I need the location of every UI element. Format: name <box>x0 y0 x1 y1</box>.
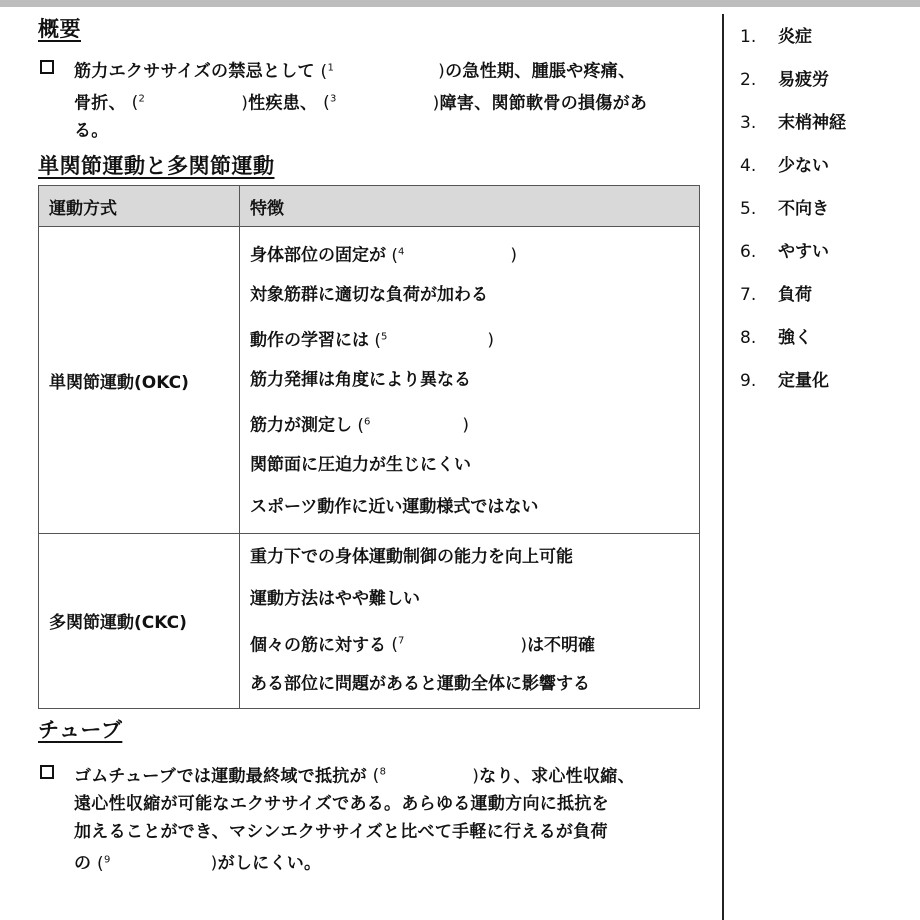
answer-item <box>740 65 910 108</box>
blank-number: 4 <box>398 246 405 258</box>
answer-item <box>740 323 910 366</box>
answer-list <box>740 22 910 409</box>
column-divider <box>722 14 724 920</box>
text: 身体部位の固定が <box>250 245 386 266</box>
answer-text: 炎症 <box>778 27 812 47</box>
feature-line: 関節面に圧迫力が生じにくい <box>250 454 471 475</box>
answer-text: 易疲労 <box>778 70 829 90</box>
answer-item <box>740 366 910 409</box>
text: 動作の学習には <box>250 330 369 351</box>
answer-number: 8. <box>740 328 757 348</box>
answer-number: 2. <box>740 70 757 90</box>
text: 障害、関節軟骨の損傷があ <box>439 93 648 114</box>
text: 性疾患、 <box>248 93 318 114</box>
feature-line: 身体部位の固定が ($^4$ ) <box>250 245 518 266</box>
text: の急性期、腫脹や疼痛、 <box>445 61 636 82</box>
blank-number: 9 <box>103 854 111 866</box>
answer-number: 5. <box>740 199 757 219</box>
text: 筋力エクササイズの禁忌として <box>74 61 315 82</box>
answer-number: 1. <box>740 27 757 47</box>
text: がしにくい。 <box>217 854 322 875</box>
answer-number: 7. <box>740 285 757 305</box>
blank-number: 2 <box>138 93 146 105</box>
feature-line: 重力下での身体運動制御の能力を向上可能 <box>250 546 573 567</box>
blank-number: 3 <box>330 93 337 105</box>
text: 遠心性収縮が可能なエクササイズである。あらゆる運動方向に抵抗を <box>74 794 609 815</box>
answer-text: 少ない <box>778 156 829 176</box>
answer-text: 負荷 <box>778 285 812 305</box>
text: 個々の筋に対する <box>250 635 386 656</box>
feature-line: 個々の筋に対する ($^7$ )は不明確 <box>250 635 596 656</box>
top-border <box>0 0 920 7</box>
blank-number: 5 <box>381 331 388 343</box>
checkbox[interactable] <box>40 765 54 779</box>
heading-tube: チューブ <box>38 717 123 742</box>
table-header-row <box>39 186 700 227</box>
answer-number: 9. <box>740 371 757 391</box>
table-header: 特徴 <box>240 186 700 227</box>
feature-line: 動作の学習には ($^5$ ) <box>250 330 495 351</box>
table-row <box>39 227 700 534</box>
table-header: 運動方式 <box>39 186 240 227</box>
answer-text: やすい <box>778 242 829 262</box>
answer-number: 3. <box>740 113 757 133</box>
blank-number: 6 <box>364 416 371 428</box>
main-content <box>38 14 718 878</box>
feature-line: 筋力発揮は角度により異なる <box>250 369 471 390</box>
checkbox[interactable] <box>40 60 54 74</box>
heading-joint-exercise: 単関節運動と多関節運動 <box>38 154 275 179</box>
feature-line: 対象筋群に適切な負荷が加わる <box>250 284 488 305</box>
heading-overview: 概要 <box>38 17 81 41</box>
answer-item <box>740 237 910 280</box>
okc-features <box>240 227 700 534</box>
text: 加えることができ、マシンエクササイズと比べて手軽に行えるが負荷 <box>74 822 608 843</box>
overview-paragraph: 筋力エクササイズの禁忌として ($^1$ )の急性期、腫脹や疼痛、 骨折、 ($^2$ )性疾患、 ($^3$ )障害、関節軟骨の損傷があ る。 <box>38 54 718 145</box>
text: 筋力が測定し <box>250 415 352 436</box>
text: なり、求心性収縮、 <box>479 766 635 787</box>
feature-line: 運動方法はやや難しい <box>250 589 420 610</box>
answer-text: 不向き <box>778 199 829 219</box>
answer-item <box>740 280 910 323</box>
text: の <box>74 854 92 875</box>
feature-line: ある部位に問題があると運動全体に影響する <box>250 674 590 695</box>
feature-line: スポーツ動作に近い運動様式ではない <box>250 497 539 518</box>
text: る。 <box>74 121 109 142</box>
feature-line: 筋力が測定し ($^6$ ) <box>250 415 470 436</box>
answer-item <box>740 194 910 237</box>
blank-number: 1 <box>327 62 335 73</box>
answer-text: 定量化 <box>778 371 829 391</box>
exercise-table <box>38 185 700 709</box>
answer-item <box>740 22 910 65</box>
answer-number: 4. <box>740 156 757 176</box>
text: ゴムチューブでは運動最終域で抵抗が <box>74 766 367 787</box>
answer-text: 末梢神経 <box>778 113 846 133</box>
blank-number: 8 <box>379 766 387 778</box>
text: は不明確 <box>527 635 596 656</box>
tube-paragraph: ゴムチューブでは運動最終域で抵抗が ($^8$ )なり、求心性収縮、 遠心性収縮が可能なエクササイズである。あらゆる運動方向に抵抗を 加えることができ、マシンエクササイズと比べて手軽に行えるが負荷 の ($^9$ )がしにくい。 <box>38 759 718 878</box>
answer-text: 強く <box>778 328 812 348</box>
answer-item <box>740 151 910 194</box>
ckc-features <box>240 533 700 708</box>
table-row <box>39 533 700 708</box>
blank-number: 7 <box>398 635 405 647</box>
text: 骨折、 <box>74 93 126 114</box>
answer-number: 6. <box>740 242 757 262</box>
okc-label: 単関節運動(OKC) <box>39 227 240 534</box>
answer-item <box>740 108 910 151</box>
ckc-label: 多関節運動(CKC) <box>39 533 240 708</box>
